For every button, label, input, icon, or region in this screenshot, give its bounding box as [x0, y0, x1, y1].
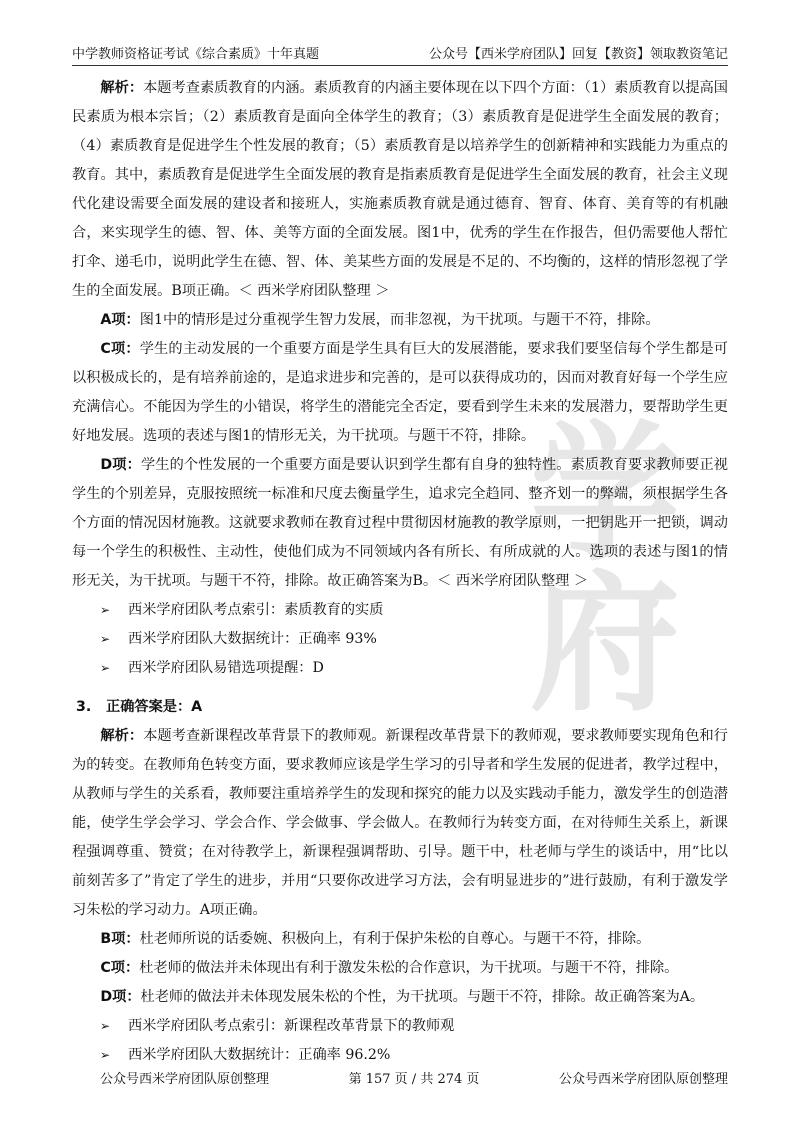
option-label: C项： [100, 341, 140, 357]
analysis-text: 本题考查素质教育的内涵。素质教育的内涵主要体现在以下四个方面：（1）素质教育以提高国民素质为根本宗旨；（2）素质教育是面向全体学生的教育；（3）素质教育是促进学生全面发展的教育；（4）素质教育是促进学生个性发展的教育；（5）素质教育是以培养学生的创新精神和实践能力为重点的教育。其中，素质教育是促进学生全面发展的教育是指素质教育是促进学生全面发展的教育，社会主义现代化建设需要全面发展的建设者和接班人，实施素质教育就是通过德育、智育、体育、美育等的有机融合，来实现学生的德、智、体、美等方面的全面发展。图1中，优秀的学生在作报告，但仍需要他人帮忙打伞、递毛巾，说明此学生在德、智、体、美某些方面的发展是不足的、不均衡的，这样的情形忽视了学生的全面发展。B项正确。＜ 西米学府团队整理 ＞ [72, 80, 728, 299]
question-number: 3. [76, 699, 92, 715]
page-header [72, 40, 728, 66]
bullet-text: 西米学府团队考点索引：新课程改革背景下的教师观 [128, 1018, 455, 1034]
q3-option-d [72, 983, 728, 1012]
watermark-logo: 学府 [529, 408, 680, 732]
q3-heading [72, 693, 728, 722]
q3-option-c [72, 954, 728, 983]
list-item [72, 1012, 728, 1041]
page-number: 第 157 页 / 共 274 页 [348, 1072, 480, 1087]
footer-left-text: 公众号西米学府团队原创整理 [100, 1072, 270, 1087]
option-text: 图1中的情形是过分重视学生智力发展，而非忽视，为干扰项。与题干不符，排除。 [139, 312, 660, 328]
analysis-label: 解析： [100, 728, 144, 744]
header-left-text: 中学教师资格证考试《综合素质》十年真题 [72, 47, 320, 62]
bullet-text: 西米学府团队大数据统计：正确率 93% [128, 631, 377, 647]
analysis-label: 解析： [100, 80, 144, 96]
arrow-bullet-icon: ➢ [100, 661, 111, 675]
arrow-bullet-icon: ➢ [100, 632, 111, 646]
page-content [72, 74, 728, 1070]
q2-option-d [72, 451, 728, 596]
option-label: B项： [100, 931, 140, 947]
q2-analysis [72, 74, 728, 306]
option-label: A项： [100, 312, 140, 328]
arrow-bullet-icon: ➢ [100, 1048, 111, 1062]
footer-right-text: 公众号西米学府团队原创整理 [558, 1072, 728, 1087]
bullet-text: 西米学府团队考点索引：素质教育的实质 [128, 602, 384, 618]
option-text: 杜老师的做法并未体现发展朱松的个性，为干扰项。与题干不符，排除。故正确答案为A。 [140, 989, 705, 1005]
page-footer [100, 1068, 728, 1087]
header-right-text: 公众号【西米学府团队】回复【教资】领取教资笔记 [428, 47, 728, 62]
option-text: 学生的主动发展的一个重要方面是学生具有巨大的发展潜能，要求我们要坚信每个学生都是可以积极成长的，是有培养前途的，是追求进步和完善的，是可以获得成功的，因而对教育好每一个学生应充满信心。不能因为学生的小错误，将学生的潜能完全否定，要看到学生未来的发展潜力，要帮助学生更好地发展。选项的表述与图1的情形无关，为干扰项。与题干不符，排除。 [72, 341, 728, 444]
option-text: 杜老师所说的话委婉、积极向上，有利于保护朱松的自尊心。与题干不符，排除。 [139, 931, 651, 947]
q3-analysis [72, 722, 728, 925]
list-item [72, 1041, 728, 1070]
option-label: C项： [100, 960, 140, 976]
option-text: 杜老师的做法并未体现出有利于激发朱松的合作意识，为干扰项。与题干不符，排除。 [139, 960, 679, 976]
q2-option-a [72, 306, 728, 335]
list-item [72, 625, 728, 654]
option-label: D项： [100, 989, 141, 1005]
option-text: 学生的个性发展的一个重要方面是要认识到学生都有自身的独特性。素质教育要求教师要正视学生的个别差异，克服按照统一标准和尺度去衡量学生，追求完全趋同、整齐划一的弊端，须根据学生各个方面的情况因材施教。这就要求教师在教育过程中贯彻因材施教的教学原则，一把钥匙开一把锁，调动每一个学生的积极性、主动性，使他们成为不同领域内各有所长、有所成就的人。选项的表述与图1的情形无关，为干扰项。与题干不符，排除。故正确答案为B。＜ 西米学府团队整理 ＞ [72, 457, 728, 589]
bullet-text: 西米学府团队大数据统计：正确率 96.2% [128, 1047, 391, 1063]
list-item [72, 596, 728, 625]
bullet-text: 西米学府团队易错选项提醒：D [128, 660, 324, 676]
list-item [72, 654, 728, 683]
option-label: D项： [100, 457, 141, 473]
analysis-text: 本题考查新课程改革背景下的教师观。新课程改革背景下的教师观，要求教师要实现角色和行为的转变。在教师角色转变方面，要求教师应该是学生学习的引导者和学生发展的促进者，教学过程中，从教师与学生的关系看，教师要注重培养学生的发现和探究的能力以及实践动手能力，激发学生的创造潜能，使学生学会学习、学会合作、学会做事、学会做人。在教师行为转变方面，在对待师生关系上，新课程强调尊重、赞赏；在对待教学上，新课程强调帮助、引导。题干中，杜老师与学生的谈话中，用“比以前刻苦多了”肯定了学生的进步，并用“只要你改进学习方法，会有明显进步的”进行鼓励，有利于激发学习朱松的学习动力。A项正确。 [72, 728, 728, 918]
arrow-bullet-icon: ➢ [100, 1019, 111, 1033]
arrow-bullet-icon: ➢ [100, 603, 111, 617]
q2-option-c [72, 335, 728, 451]
correct-answer: 正确答案是：A [106, 699, 203, 715]
q3-option-b [72, 925, 728, 954]
